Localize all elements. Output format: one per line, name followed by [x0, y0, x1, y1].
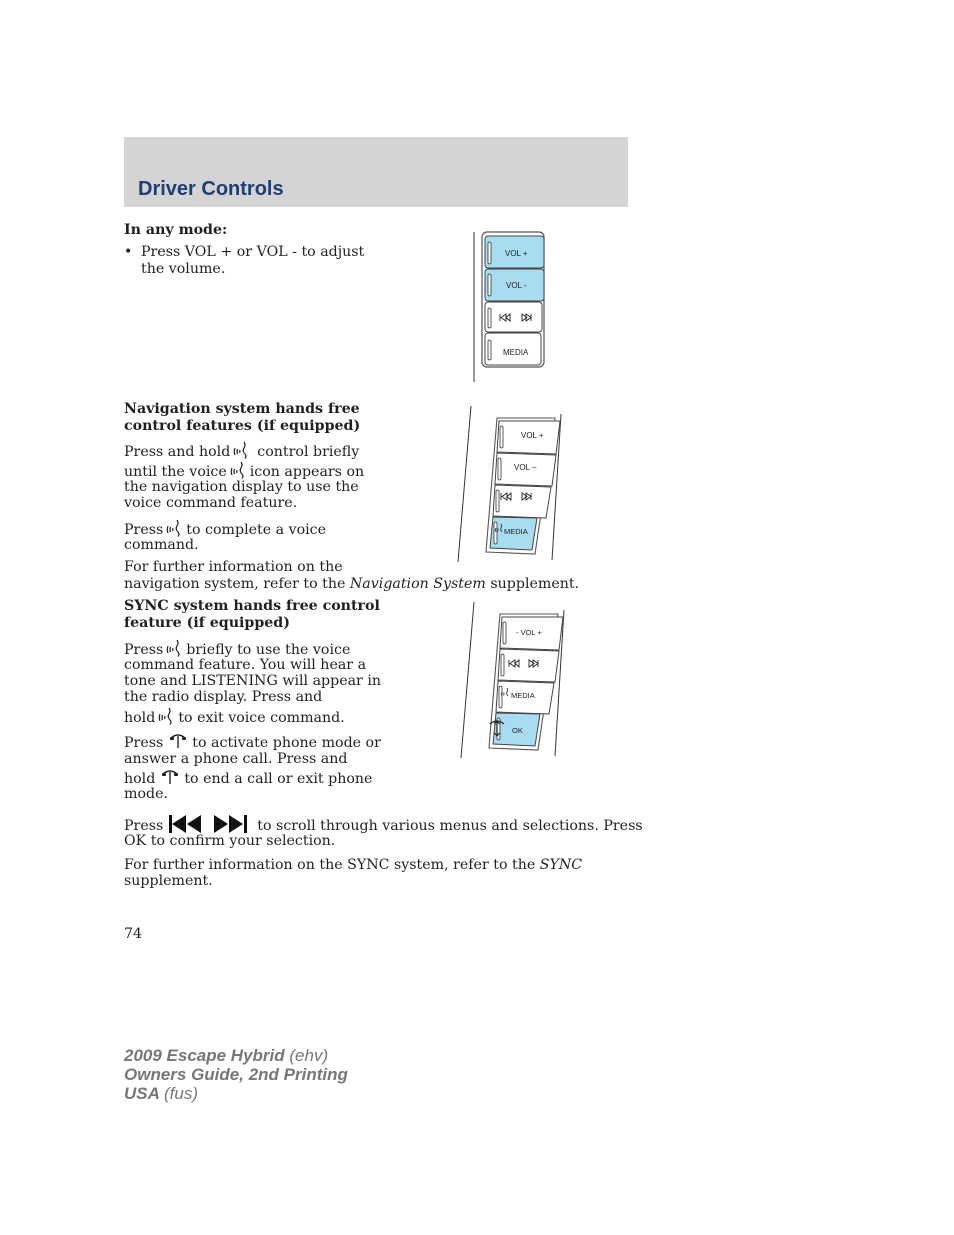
- section-header-band: [124, 137, 628, 207]
- voice-icon: [166, 519, 182, 537]
- sync-para1-line1: Press briefly to use the voice: [124, 639, 350, 659]
- media-label: MEDIA: [511, 691, 535, 700]
- nav-para2-line2: command.: [124, 537, 199, 553]
- nav-para2-line1: Press to complete a voice: [124, 519, 326, 539]
- nav-para3-line2: navigation system, refer to the Navigation System supplement.: [124, 576, 580, 592]
- bullet-text-line2: the volume.: [141, 261, 226, 277]
- ok-label: OK: [512, 726, 523, 735]
- sync-para4-line2: supplement.: [124, 873, 213, 889]
- steering-controls-illustration-volume: [466, 228, 556, 384]
- section-title: Driver Controls: [138, 178, 284, 200]
- nav-heading-line2: control features (if equipped): [124, 418, 361, 434]
- sync-para2-line2: answer a phone call. Press and: [124, 751, 348, 767]
- bullet-marker: •: [124, 244, 133, 260]
- seek-button: [485, 302, 542, 332]
- sync-para1-line3: tone and LISTENING will appear in: [124, 673, 382, 689]
- vol-plus-label: VOL +: [505, 249, 528, 258]
- nav-para1-line2: until the voice icon appears on: [124, 461, 364, 481]
- voice-icon: [158, 707, 174, 725]
- seek-arrows-icon: [168, 814, 248, 834]
- sync-para1-line4: the radio display. Press and: [124, 689, 323, 705]
- vol-minus-label: VOL -: [506, 281, 527, 290]
- sync-para2-line4: mode.: [124, 786, 168, 802]
- sync-para3-line2: OK to confirm your selection.: [124, 833, 336, 849]
- vol-minus-label: VOL –: [514, 463, 537, 472]
- nav-para1-line4: voice command feature.: [124, 495, 298, 511]
- footer-line3: USA (fus): [124, 1084, 198, 1103]
- sync-para1-line2: command feature. You will hear a: [124, 657, 367, 673]
- footer-line1: 2009 Escape Hybrid (ehv): [124, 1046, 329, 1065]
- seek-button: [493, 485, 551, 518]
- nav-heading-line1: Navigation system hands free: [124, 401, 360, 417]
- sync-para3-line1: Press to scroll through various menus and selections. Press: [124, 814, 643, 835]
- seek-button: [498, 649, 559, 682]
- bullet-text-line1: Press VOL + or VOL - to adjust: [141, 244, 365, 260]
- vol-label: - VOL +: [516, 628, 542, 637]
- voice-icon: [230, 461, 246, 479]
- vol-plus-label: VOL +: [521, 431, 544, 440]
- nav-para1-line3: the navigation display to use the: [124, 479, 359, 495]
- sync-para2-line3: hold to end a call or exit phone: [124, 771, 373, 787]
- sync-para1-line5: hold to exit voice command.: [124, 707, 345, 727]
- steering-controls-illustration-sync: [458, 600, 568, 760]
- voice-icon: [233, 441, 249, 459]
- phone-icon: [161, 769, 179, 785]
- phone-icon: [169, 733, 187, 749]
- nav-para1-line1: Press and hold control briefly: [124, 441, 359, 461]
- voice-icon: [166, 639, 182, 657]
- nav-para3-line1: For further information on the: [124, 559, 343, 575]
- sync-para4-line1: For further information on the SYNC system, refer to the SYNC: [124, 857, 583, 873]
- media-label: MEDIA: [503, 348, 529, 357]
- any-mode-heading: In any mode:: [124, 222, 228, 238]
- document-footer: [124, 1046, 348, 1103]
- sync-para2-line1: Press to activate phone mode or: [124, 735, 381, 751]
- footer-line2: Owners Guide, 2nd Printing: [124, 1065, 348, 1084]
- steering-controls-illustration-navigation: [455, 404, 565, 564]
- sync-heading-line2: feature (if equipped): [124, 615, 290, 631]
- page-number: 74: [124, 926, 143, 942]
- media-label: MEDIA: [504, 527, 528, 536]
- sync-heading-line1: SYNC system hands free control: [124, 598, 380, 614]
